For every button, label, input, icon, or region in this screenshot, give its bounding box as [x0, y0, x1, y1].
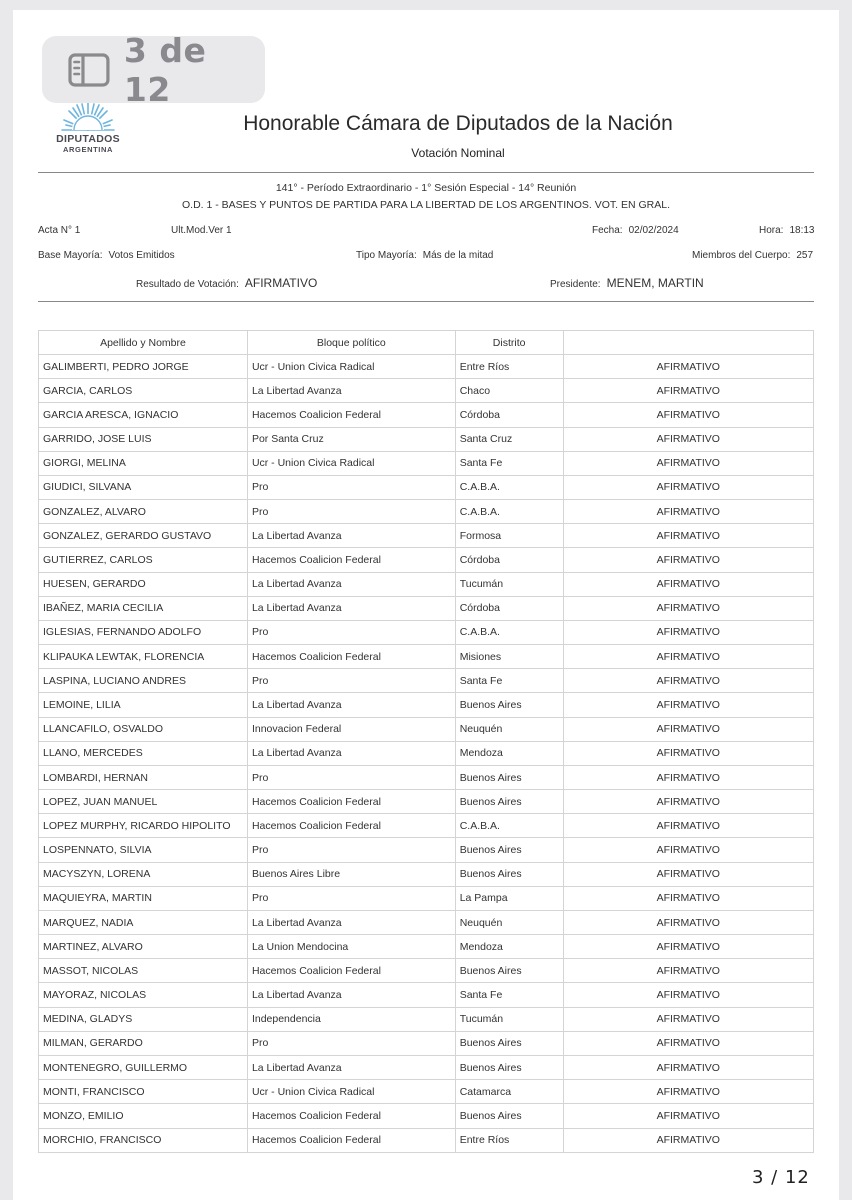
fecha-field — [592, 225, 679, 236]
sidebar-toggle-icon — [68, 53, 110, 87]
cell-bloque: Hacemos Coalicion Federal — [247, 790, 455, 814]
cell-bloque: Hacemos Coalicion Federal — [247, 1104, 455, 1128]
cell-vote: AFIRMATIVO — [563, 935, 813, 959]
cell-name: LASPINA, LUCIANO ANDRES — [39, 669, 248, 693]
cell-vote: AFIRMATIVO — [563, 693, 813, 717]
cell-name: MONZO, EMILIO — [39, 1104, 248, 1128]
cell-name: GONZALEZ, GERARDO GUSTAVO — [39, 524, 248, 548]
cell-vote: AFIRMATIVO — [563, 838, 813, 862]
base-mayoria-value: Votos Emitidos — [108, 250, 175, 261]
cell-bloque: La Libertad Avanza — [247, 572, 455, 596]
cell-distrito: Buenos Aires — [455, 765, 563, 789]
cell-name: IGLESIAS, FERNANDO ADOLFO — [39, 620, 248, 644]
cell-distrito: Entre Ríos — [455, 355, 563, 379]
cell-name: LLANO, MERCEDES — [39, 741, 248, 765]
cell-bloque: Hacemos Coalicion Federal — [247, 1128, 455, 1152]
cell-vote: AFIRMATIVO — [563, 1080, 813, 1104]
cell-distrito: Neuquén — [455, 717, 563, 741]
cell-name: GONZALEZ, ALVARO — [39, 500, 248, 524]
votes-table-body — [39, 355, 814, 1153]
resultado-label: Resultado de Votación: — [136, 279, 239, 290]
cell-name: HUESEN, GERARDO — [39, 572, 248, 596]
table-row — [39, 1128, 814, 1152]
table-row — [39, 645, 814, 669]
cell-name: KLIPAUKA LEWTAK, FLORENCIA — [39, 645, 248, 669]
acta-number: Acta N° 1 — [38, 225, 81, 236]
cell-vote: AFIRMATIVO — [563, 355, 813, 379]
cell-distrito: Mendoza — [455, 935, 563, 959]
base-mayoria-label: Base Mayoría: — [38, 250, 103, 261]
cell-vote: AFIRMATIVO — [563, 500, 813, 524]
cell-distrito: Córdoba — [455, 596, 563, 620]
cell-vote: AFIRMATIVO — [563, 451, 813, 475]
cell-vote: AFIRMATIVO — [563, 596, 813, 620]
cell-distrito: Tucumán — [455, 572, 563, 596]
col-header-vote — [563, 331, 813, 355]
table-header-row — [39, 331, 814, 355]
logo-name: DIPUTADOS — [56, 133, 120, 145]
table-row — [39, 1031, 814, 1055]
fecha-label: Fecha: — [592, 225, 623, 236]
cell-name: MAQUIEYRA, MARTIN — [39, 886, 248, 910]
cell-distrito: Misiones — [455, 645, 563, 669]
cell-distrito: Buenos Aires — [455, 693, 563, 717]
cell-name: IBAÑEZ, MARIA CECILIA — [39, 596, 248, 620]
table-row — [39, 717, 814, 741]
cell-bloque: La Libertad Avanza — [247, 741, 455, 765]
cell-vote: AFIRMATIVO — [563, 427, 813, 451]
cell-name: MONTENEGRO, GUILLERMO — [39, 1055, 248, 1079]
cell-vote: AFIRMATIVO — [563, 620, 813, 644]
table-row — [39, 572, 814, 596]
cell-distrito: La Pampa — [455, 886, 563, 910]
table-row — [39, 427, 814, 451]
cell-bloque: La Libertad Avanza — [247, 379, 455, 403]
cell-vote: AFIRMATIVO — [563, 379, 813, 403]
cell-vote: AFIRMATIVO — [563, 403, 813, 427]
cell-vote: AFIRMATIVO — [563, 886, 813, 910]
table-row — [39, 741, 814, 765]
cell-name: MILMAN, GERARDO — [39, 1031, 248, 1055]
presidente-field — [550, 276, 704, 290]
cell-distrito: Santa Cruz — [455, 427, 563, 451]
matter-info: O.D. 1 - BASES Y PUNTOS DE PARTIDA PARA LA LIBERTAD DE LOS ARGENTINOS. VOT. EN GRAL. — [181, 199, 670, 211]
table-row — [39, 814, 814, 838]
cell-name: LLANCAFILO, OSVALDO — [39, 717, 248, 741]
cell-name: MASSOT, NICOLAS — [39, 959, 248, 983]
ult-mod-version: Ult.Mod.Ver 1 — [171, 225, 232, 236]
cell-name: MARTINEZ, ALVARO — [39, 935, 248, 959]
resultado-value: AFIRMATIVO — [244, 276, 318, 290]
base-mayoria-field — [38, 250, 175, 261]
presidente-value: MENEM, MARTIN — [606, 276, 704, 290]
table-row — [39, 403, 814, 427]
diputados-logo — [48, 100, 128, 160]
cell-distrito: Córdoba — [455, 403, 563, 427]
document-title: Honorable Cámara de Diputados de la Nación — [243, 112, 673, 135]
cell-vote: AFIRMATIVO — [563, 475, 813, 499]
cell-distrito: Buenos Aires — [455, 1055, 563, 1079]
page-indicator: 3 / 12 — [752, 1167, 810, 1188]
cell-distrito: Buenos Aires — [455, 790, 563, 814]
document-subtitle: Votación Nominal — [411, 146, 505, 160]
cell-name: GALIMBERTI, PEDRO JORGE — [39, 355, 248, 379]
cell-bloque: Por Santa Cruz — [247, 427, 455, 451]
cell-distrito: Mendoza — [455, 741, 563, 765]
cell-bloque: Pro — [247, 765, 455, 789]
cell-distrito: Catamarca — [455, 1080, 563, 1104]
cell-bloque: Ucr - Union Civica Radical — [247, 355, 455, 379]
table-row — [39, 790, 814, 814]
cell-bloque: La Libertad Avanza — [247, 524, 455, 548]
cell-vote: AFIRMATIVO — [563, 741, 813, 765]
cell-bloque: Ucr - Union Civica Radical — [247, 451, 455, 475]
miembros-field — [692, 250, 813, 261]
table-row — [39, 862, 814, 886]
hora-label: Hora: — [759, 225, 784, 236]
cell-vote: AFIRMATIVO — [563, 548, 813, 572]
col-header-name: Apellido y Nombre — [39, 331, 248, 355]
cell-bloque: La Libertad Avanza — [247, 983, 455, 1007]
cell-vote: AFIRMATIVO — [563, 1007, 813, 1031]
cell-distrito: Neuquén — [455, 910, 563, 934]
cell-vote: AFIRMATIVO — [563, 910, 813, 934]
votes-table — [38, 330, 814, 1153]
table-row — [39, 500, 814, 524]
cell-bloque: La Union Mendocina — [247, 935, 455, 959]
table-row — [39, 838, 814, 862]
cell-bloque: Pro — [247, 1031, 455, 1055]
cell-name: GARCIA ARESCA, IGNACIO — [39, 403, 248, 427]
cell-bloque: Hacemos Coalicion Federal — [247, 645, 455, 669]
presidente-label: Presidente: — [550, 279, 601, 290]
cell-name: MARQUEZ, NADIA — [39, 910, 248, 934]
cell-distrito: Santa Fe — [455, 669, 563, 693]
table-row — [39, 1055, 814, 1079]
table-row — [39, 1080, 814, 1104]
cell-bloque: Hacemos Coalicion Federal — [247, 959, 455, 983]
cell-distrito: Chaco — [455, 379, 563, 403]
col-header-bloque: Bloque político — [247, 331, 455, 355]
cell-vote: AFIRMATIVO — [563, 1104, 813, 1128]
table-row — [39, 959, 814, 983]
cell-vote: AFIRMATIVO — [563, 862, 813, 886]
cell-distrito: Buenos Aires — [455, 1031, 563, 1055]
cell-name: LOPEZ, JUAN MANUEL — [39, 790, 248, 814]
cell-distrito: Buenos Aires — [455, 959, 563, 983]
cell-bloque: Pro — [247, 620, 455, 644]
cell-bloque: Buenos Aires Libre — [247, 862, 455, 886]
cell-bloque: Innovacion Federal — [247, 717, 455, 741]
cell-name: GIUDICI, SILVANA — [39, 475, 248, 499]
cell-name: MAYORAZ, NICOLAS — [39, 983, 248, 1007]
cell-vote: AFIRMATIVO — [563, 1031, 813, 1055]
cell-vote: AFIRMATIVO — [563, 717, 813, 741]
cell-distrito: Córdoba — [455, 548, 563, 572]
cell-vote: AFIRMATIVO — [563, 959, 813, 983]
cell-distrito: Entre Ríos — [455, 1128, 563, 1152]
page-count-badge — [42, 30, 265, 109]
cell-distrito: Buenos Aires — [455, 1104, 563, 1128]
cell-name: GUTIERREZ, CARLOS — [39, 548, 248, 572]
cell-name: MORCHIO, FRANCISCO — [39, 1128, 248, 1152]
cell-distrito: Buenos Aires — [455, 862, 563, 886]
cell-bloque: Hacemos Coalicion Federal — [247, 548, 455, 572]
table-row — [39, 935, 814, 959]
cell-bloque: Hacemos Coalicion Federal — [247, 403, 455, 427]
cell-name: GIORGI, MELINA — [39, 451, 248, 475]
cell-name: LOMBARDI, HERNAN — [39, 765, 248, 789]
cell-bloque: La Libertad Avanza — [247, 693, 455, 717]
table-row — [39, 620, 814, 644]
cell-distrito: Formosa — [455, 524, 563, 548]
cell-bloque: Pro — [247, 669, 455, 693]
tipo-mayoria-field — [356, 250, 493, 261]
cell-distrito: C.A.B.A. — [455, 814, 563, 838]
hora-field — [759, 225, 814, 236]
table-row — [39, 451, 814, 475]
table-row — [39, 355, 814, 379]
cell-vote: AFIRMATIVO — [563, 524, 813, 548]
hora-value: 18:13 — [789, 225, 815, 236]
table-row — [39, 1007, 814, 1031]
cell-name: MONTI, FRANCISCO — [39, 1080, 248, 1104]
page-badge-label: 3 de 12 — [123, 30, 207, 109]
cell-bloque: Hacemos Coalicion Federal — [247, 814, 455, 838]
cell-name: LOPEZ MURPHY, RICARDO HIPOLITO — [39, 814, 248, 838]
cell-distrito: Buenos Aires — [455, 838, 563, 862]
cell-bloque: Pro — [247, 838, 455, 862]
meta-divider — [38, 301, 814, 302]
cell-distrito: C.A.B.A. — [455, 475, 563, 499]
cell-distrito: Santa Fe — [455, 451, 563, 475]
cell-distrito: Santa Fe — [455, 983, 563, 1007]
cell-name: LOSPENNATO, SILVIA — [39, 838, 248, 862]
tipo-mayoria-label: Tipo Mayoría: — [356, 250, 417, 261]
cell-bloque: Pro — [247, 886, 455, 910]
table-row — [39, 669, 814, 693]
tipo-mayoria-value: Más de la mitad — [422, 250, 494, 261]
cell-bloque: La Libertad Avanza — [247, 910, 455, 934]
cell-vote: AFIRMATIVO — [563, 983, 813, 1007]
cell-name: MACYSZYN, LORENA — [39, 862, 248, 886]
cell-distrito: Tucumán — [455, 1007, 563, 1031]
cell-name: GARCIA, CARLOS — [39, 379, 248, 403]
miembros-value: 257 — [796, 250, 814, 261]
cell-vote: AFIRMATIVO — [563, 1128, 813, 1152]
table-row — [39, 886, 814, 910]
logo-country: ARGENTINA — [63, 145, 113, 154]
session-info: 141° - Período Extraordinario - 1° Sesión Especial - 14° Reunión — [275, 182, 577, 194]
cell-vote: AFIRMATIVO — [563, 765, 813, 789]
cell-bloque: Pro — [247, 475, 455, 499]
cell-distrito: C.A.B.A. — [455, 500, 563, 524]
table-row — [39, 596, 814, 620]
cell-vote: AFIRMATIVO — [563, 1055, 813, 1079]
cell-bloque: La Libertad Avanza — [247, 1055, 455, 1079]
cell-vote: AFIRMATIVO — [563, 645, 813, 669]
cell-vote: AFIRMATIVO — [563, 814, 813, 838]
cell-name: MEDINA, GLADYS — [39, 1007, 248, 1031]
table-row — [39, 910, 814, 934]
cell-vote: AFIRMATIVO — [563, 669, 813, 693]
cell-name: GARRIDO, JOSE LUIS — [39, 427, 248, 451]
cell-vote: AFIRMATIVO — [563, 790, 813, 814]
cell-vote: AFIRMATIVO — [563, 572, 813, 596]
resultado-field — [136, 276, 317, 290]
cell-bloque: La Libertad Avanza — [247, 596, 455, 620]
cell-name: LEMOINE, LILIA — [39, 693, 248, 717]
table-row — [39, 1104, 814, 1128]
table-row — [39, 548, 814, 572]
cell-bloque: Pro — [247, 500, 455, 524]
header-divider — [38, 172, 814, 173]
miembros-label: Miembros del Cuerpo: — [692, 250, 791, 261]
sun-rays-icon — [56, 100, 120, 132]
table-row — [39, 524, 814, 548]
cell-bloque: Independencia — [247, 1007, 455, 1031]
table-row — [39, 765, 814, 789]
cell-distrito: C.A.B.A. — [455, 620, 563, 644]
fecha-value: 02/02/2024 — [628, 225, 679, 236]
cell-bloque: Ucr - Union Civica Radical — [247, 1080, 455, 1104]
table-row — [39, 379, 814, 403]
table-row — [39, 693, 814, 717]
table-row — [39, 983, 814, 1007]
table-row — [39, 475, 814, 499]
col-header-distrito: Distrito — [455, 331, 563, 355]
